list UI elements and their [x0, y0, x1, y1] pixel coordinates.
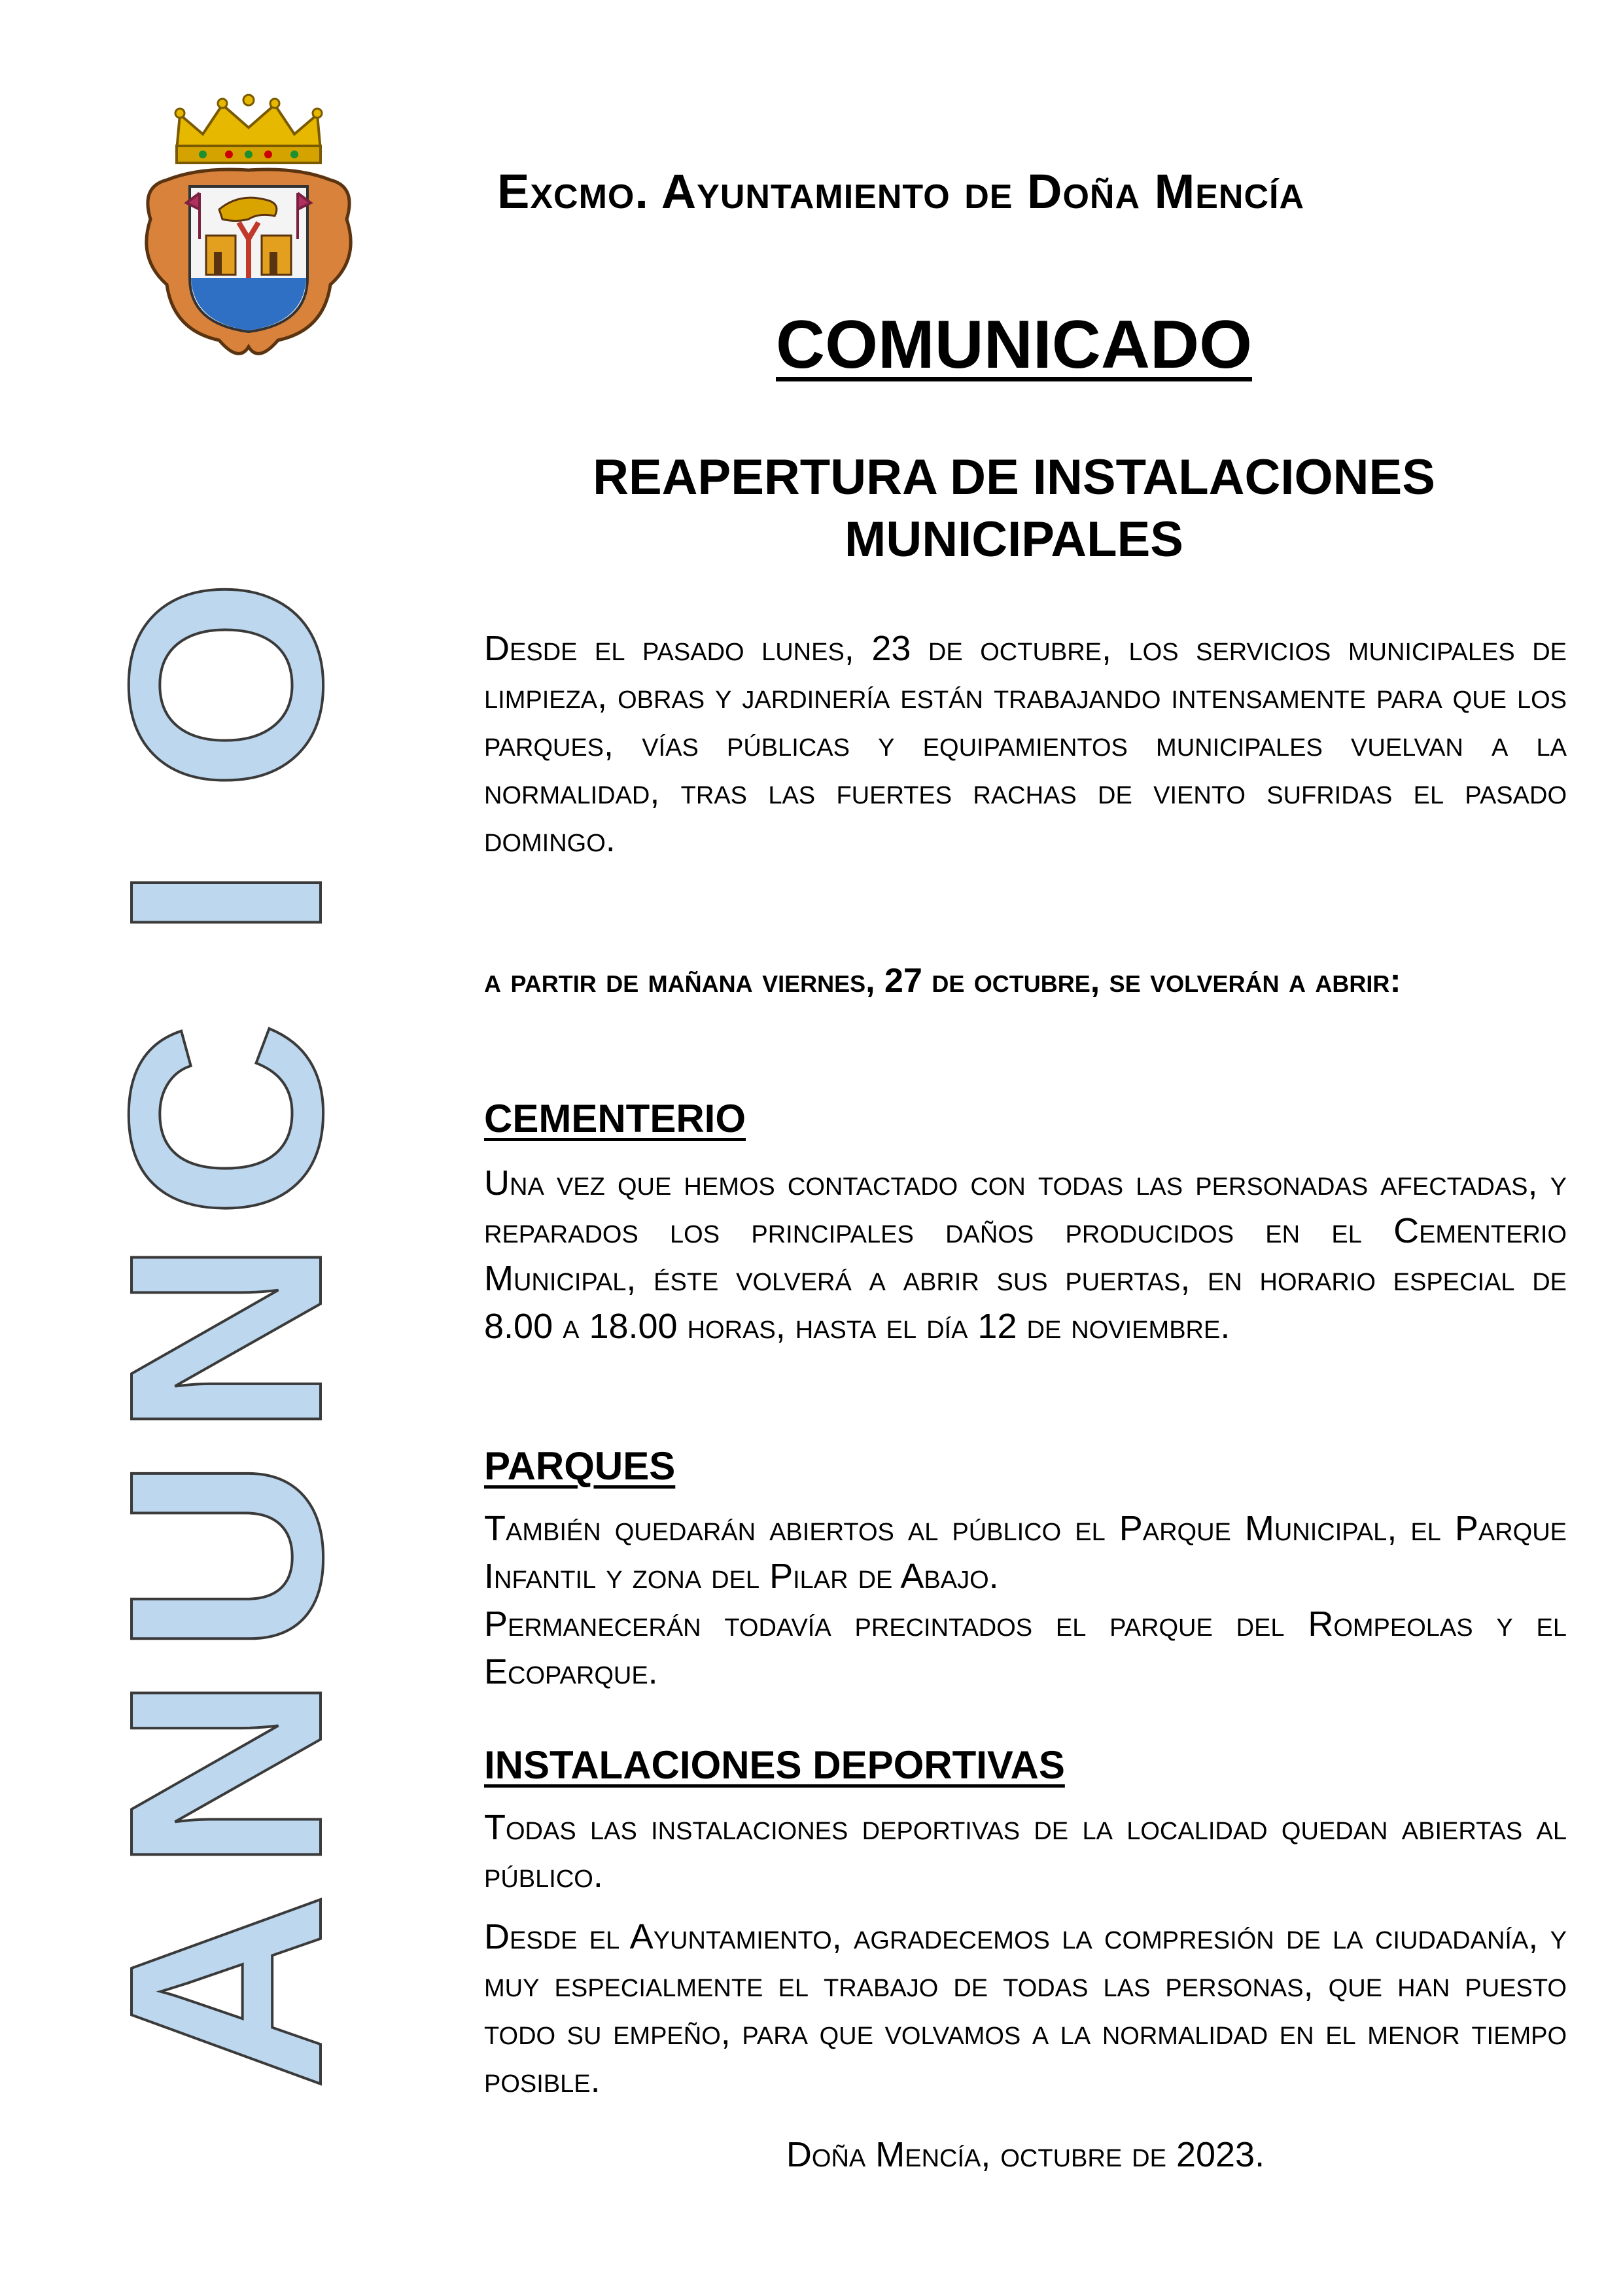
- banner-letter-u: U: [73, 1457, 379, 1655]
- section-heading-parques: PARQUES: [484, 1444, 676, 1488]
- document-title: COMUNICADO: [776, 307, 1252, 383]
- section-paragraph-parques-2: Permanecerán todavía precintados el parque del Rompeolas y el Ecoparque.: [484, 1604, 1567, 1691]
- coat-of-arms-logo: [141, 88, 357, 363]
- closing-signature: Doña Mencía, octubre de 2023.: [786, 2135, 1265, 2174]
- section-heading-cementerio: CEMENTERIO: [484, 1097, 746, 1140]
- section-paragraph-deportivas-2: Desde el Ayuntamiento, agradecemos la compresión de la ciudadanía, y muy especialmente el trabajo de todas las personas, que han puesto todo su empeño, para que volvamos a la normalidad en el menor tiempo posible.: [484, 1917, 1567, 2100]
- section-paragraph-parques-1: También quedarán abiertos al público el Parque Municipal, el Parque Infantil y zona del Pilar de Abajo.: [484, 1509, 1567, 1596]
- banner-letter-n: N: [73, 1239, 379, 1438]
- announcement-paragraph: a partir de mañana viernes, 27 de octubre, se volverán a abrir:: [484, 962, 1401, 1000]
- document-subtitle: REAPERTURA DE INSTALACIONES MUNICIPALES: [593, 450, 1435, 567]
- banner-letter-a: A: [73, 1892, 379, 2091]
- anuncio-vertical-banner: [73, 576, 379, 2100]
- banner-letter-i: I: [73, 864, 379, 941]
- section-paragraph-deportivas-1: Todas las instalaciones deportivas de la localidad quedan abiertas al público.: [484, 1808, 1567, 1895]
- banner-letter-n: N: [73, 1674, 379, 1873]
- banner-letter-c: C: [73, 1021, 379, 1220]
- organization-name: Excmo. Ayuntamiento de Doña Mencía: [497, 164, 1305, 219]
- banner-letter-o: O: [73, 578, 379, 792]
- intro-paragraph: Desde el pasado lunes, 23 de octubre, los servicios municipales de limpieza, obras y jardinería están trabajando intensamente para que los parques, vías públicas y equipamientos municipales vuelvan a la normalidad, tras las fuertes rachas de viento sufridas el pasado domingo.: [484, 629, 1567, 859]
- section-paragraph-cementerio: Una vez que hemos contactado con todas las personadas afectadas, y reparados los principales daños producidos en el Cementerio Municipal, éste volverá a abrir sus puertas, en horario especial de 8.00 a 18.00 horas, hasta el día 12 de noviembre.: [484, 1163, 1567, 1346]
- section-heading-instalaciones-deportivas: INSTALACIONES DEPORTIVAS: [484, 1743, 1065, 1787]
